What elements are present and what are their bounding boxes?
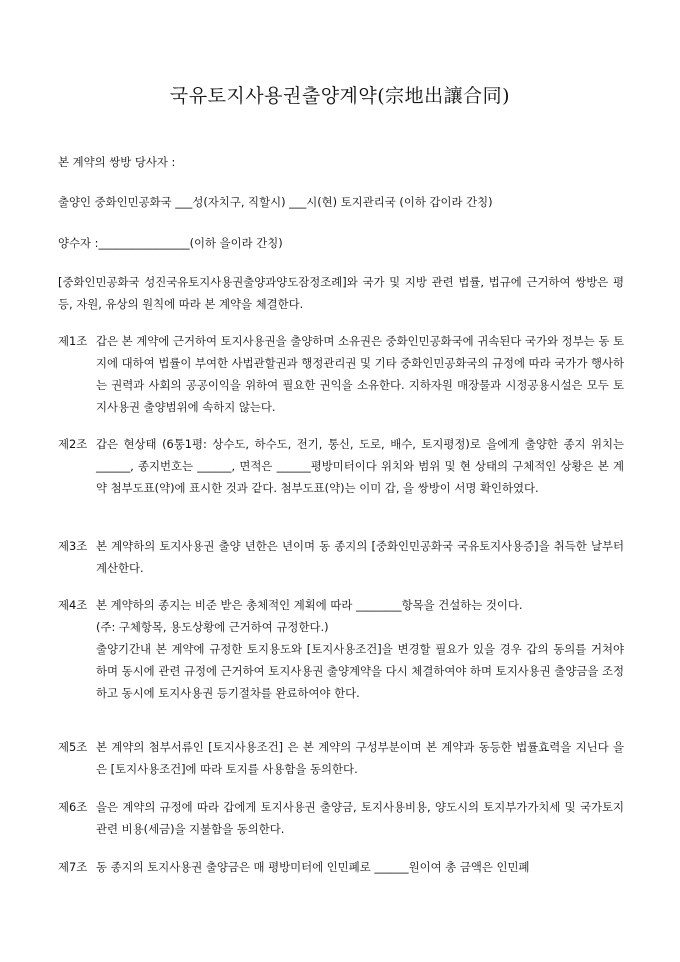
article-1 xyxy=(58,330,624,418)
parties-intro: 본 계약의 쌍방 당사자 : xyxy=(58,155,176,169)
transferor-line: 출양인 중화인민공화국 ___성(자치구, 직할시) ___시(현) 토지관리국 (이하 갑이라 간칭) xyxy=(58,195,493,209)
article-text: 갑은 본 계약에 근거하여 토지사용권을 출양하며 소유권은 중화인민공화국에 귀속된다 국가와 정부는 동 토지에 대하여 법률이 부여한 사법관할권과 행정관리권 및 기타 중화인민공화국의 규정에 따라 국가가 행사하는 권력과 사회의 공공이익을 위하여 필요한 권익을 소유한다. 지하자원 매장물과 시정공용시설은 모두 토지사용권 출양범위에 속하지 않는다. xyxy=(96,334,624,414)
article-number: 제7조 xyxy=(58,860,88,874)
article-number: 제5조 xyxy=(58,740,88,754)
article-text: 동 종지의 토지사용권 출양금은 매 평방미터에 인민폐로 ______원이여 총 금액은 인민폐 xyxy=(96,860,530,874)
article-6 xyxy=(58,796,624,840)
article-number: 제4조 xyxy=(58,598,88,612)
article-text: 갑은 현상태 (6통1평: 상수도, 하수도, 전기, 통신, 도로, 배수, 토지평정)로 을에게 출양한 종지 위치는 ______, 종지번호는 ______, 면적은 ______평방미터이다 위치와 범위 및 현 상태의 구체적인 상황은 본 계약 첨부도표(약)에 표시한 것과 같다. 첨부도표(약)는 이미 갑, 을 쌍방이 서명 확인하였다. xyxy=(96,437,624,495)
article-5 xyxy=(58,736,624,780)
transferee-line: 양수자 :________________(이하 을이라 간칭) xyxy=(58,236,283,250)
article-2 xyxy=(58,433,624,499)
article-text: 본 계약하의 종지는 비준 받은 총체적인 계획에 따라 ________항목을 건설하는 것이다. xyxy=(96,598,523,612)
preamble-paragraph: [중화인민공화국 성진국유토지사용권출양과양도잠정조례]와 국가 및 지방 관련 법률, 법규에 근거하여 쌍방은 평등, 자원, 유상의 원칙에 따라 본 계약을 체결한다. xyxy=(58,275,624,311)
article-extra: 출양기간내 본 계약에 규정한 토지용도와 [토지사용조건]을 변경할 필요가 있을 경우 갑의 동의를 거쳐야 하며 동시에 관련 규정에 근거하여 토지사용권 출양계약을 다시 체결하여야 하며 토지사용권 출양금을 조정하고 동시에 토지사용권 등기절차를 완료하여야 한다. xyxy=(96,642,624,700)
article-text: 본 계약의 첨부서류인 [토지사용조건] 은 본 계약의 구성부분이며 본 계약과 동등한 법률효력을 지닌다 을은 [토지사용조건]에 따라 토지를 사용함을 동의한다. xyxy=(96,740,624,776)
article-number: 제3조 xyxy=(58,539,88,553)
article-3 xyxy=(58,535,624,579)
article-number: 제6조 xyxy=(58,800,88,814)
article-7 xyxy=(58,856,624,878)
article-text: 을은 계약의 규정에 따라 갑에게 토지사용권 출양금, 토지사용비용, 양도시의 토지부가가치세 및 국가토지 관련 비용(세금)을 지불함을 동의한다. xyxy=(96,800,624,836)
article-number: 제2조 xyxy=(58,437,88,451)
article-note: (주: 구체항목, 용도상황에 근거하여 규정한다.) xyxy=(96,620,329,634)
article-4 xyxy=(58,594,624,704)
article-number: 제1조 xyxy=(58,334,88,348)
article-text: 본 계약하의 토지사용권 출양 년한은 년이며 동 종지의 [중화인민공화국 국유토지사용증]을 취득한 날부터 계산한다. xyxy=(96,539,624,575)
document-title: 국유토지사용권출양계약(宗地出讓合同) xyxy=(169,85,511,107)
